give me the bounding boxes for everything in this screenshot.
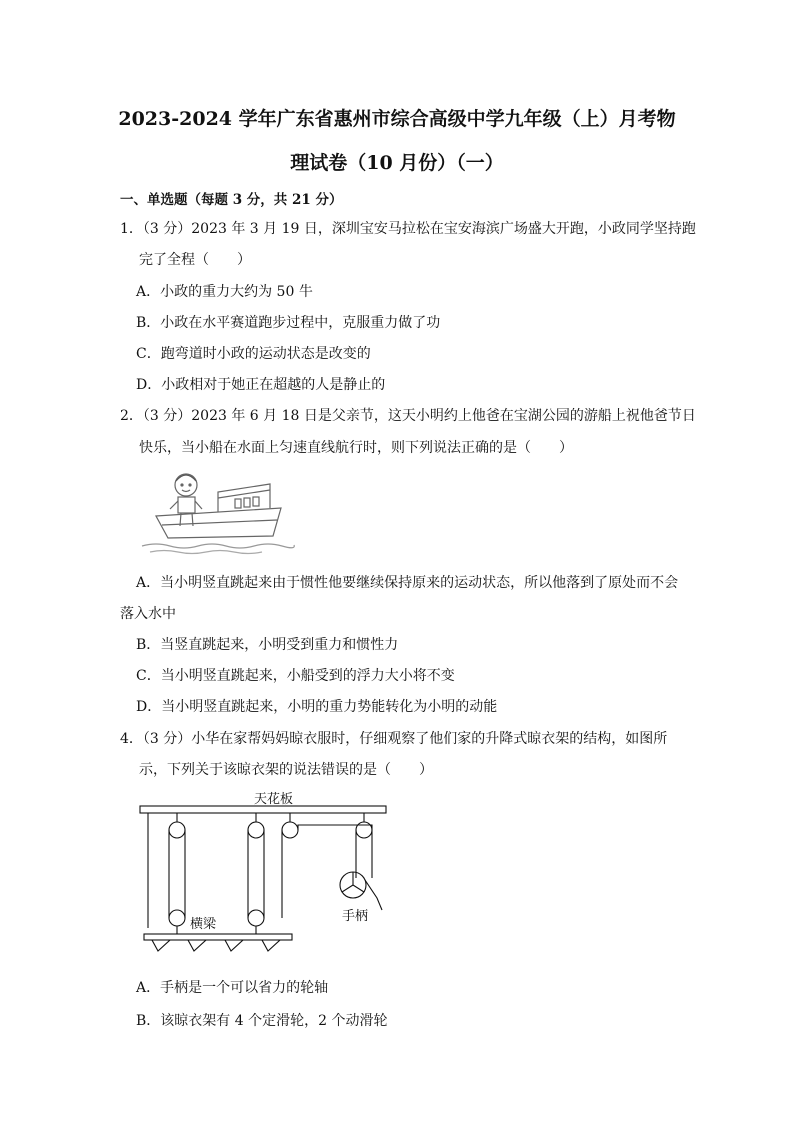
q2-option-c: C．当小明竖直跳起来，小船受到的浮力大小将不变 bbox=[136, 668, 455, 684]
q1-option-c: C．跑弯道时小政的运动状态是改变的 bbox=[136, 346, 371, 362]
q1-option-a: A．小政的重力大约为 50 牛 bbox=[136, 284, 313, 300]
q2-option-a-line-2: 落入水中 bbox=[120, 606, 176, 622]
fixed-pulley bbox=[248, 822, 264, 838]
q4-stem-line-1: 4．（3 分）小华在家帮妈妈晾衣服时，仔细观察了他们家的升降式晾衣架的结构，如图所 bbox=[120, 731, 668, 747]
clothes-rack-diagram bbox=[130, 788, 400, 963]
fixed-pulley bbox=[356, 822, 372, 838]
q1-stem-line-1: 1．（3 分）2023 年 3 月 19 日，深圳宝安马拉松在宝安海滨广场盛大开跑，小政同学坚持跑 bbox=[120, 221, 696, 237]
fixed-pulley bbox=[282, 822, 298, 838]
q4-option-a: A．手柄是一个可以省力的轮轴 bbox=[136, 980, 329, 996]
q2-option-a-line-1: A．当小明竖直跳起来由于惯性他要继续保持原来的运动状态，所以他落到了原处而不会 bbox=[136, 575, 679, 591]
section-heading: 一、单选题（每题 3 分，共 21 分） bbox=[120, 192, 343, 208]
ceiling-bar bbox=[140, 806, 386, 813]
q2-option-d: D．当小明竖直跳起来，小明的重力势能转化为小明的动能 bbox=[136, 699, 498, 715]
boat-illustration bbox=[136, 468, 296, 556]
boy-body bbox=[178, 497, 195, 513]
label-ceiling: 天花板 bbox=[254, 792, 294, 807]
movable-pulley bbox=[248, 910, 264, 926]
boy-head bbox=[175, 474, 197, 496]
q4-stem-line-2: 示，下列关于该晾衣架的说法错误的是（ ） bbox=[139, 762, 433, 778]
water-line bbox=[142, 544, 294, 548]
q2-option-b: B．当竖直跳起来，小明受到重力和惯性力 bbox=[136, 637, 399, 653]
q2-stem-line-2: 快乐，当小船在水面上匀速直线航行时，则下列说法正确的是（ ） bbox=[139, 440, 573, 456]
exam-title-line-1: 2023-2024 学年广东省惠州市综合高级中学九年级（上）月考物 bbox=[118, 108, 676, 130]
fixed-pulley bbox=[169, 822, 185, 838]
q1-stem-line-2: 完了全程（ ） bbox=[139, 252, 251, 268]
cross-beam bbox=[144, 934, 292, 940]
q4-option-b: B．该晾衣架有 4 个定滑轮，2 个动滑轮 bbox=[136, 1013, 388, 1029]
exam-title-line-2: 理试卷（10 月份）（一） bbox=[290, 152, 504, 174]
q1-option-d: D．小政相对于她正在超越的人是静止的 bbox=[136, 377, 386, 393]
label-beam: 横梁 bbox=[190, 917, 217, 932]
movable-pulley bbox=[169, 910, 185, 926]
label-handle: 手柄 bbox=[342, 909, 369, 924]
q1-option-b: B．小政在水平赛道跑步过程中，克服重力做了功 bbox=[136, 315, 441, 331]
q2-stem-line-1: 2．（3 分）2023 年 6 月 18 日是父亲节，这天小明约上他爸在宝湖公园的游船上祝他爸节日 bbox=[120, 408, 696, 424]
